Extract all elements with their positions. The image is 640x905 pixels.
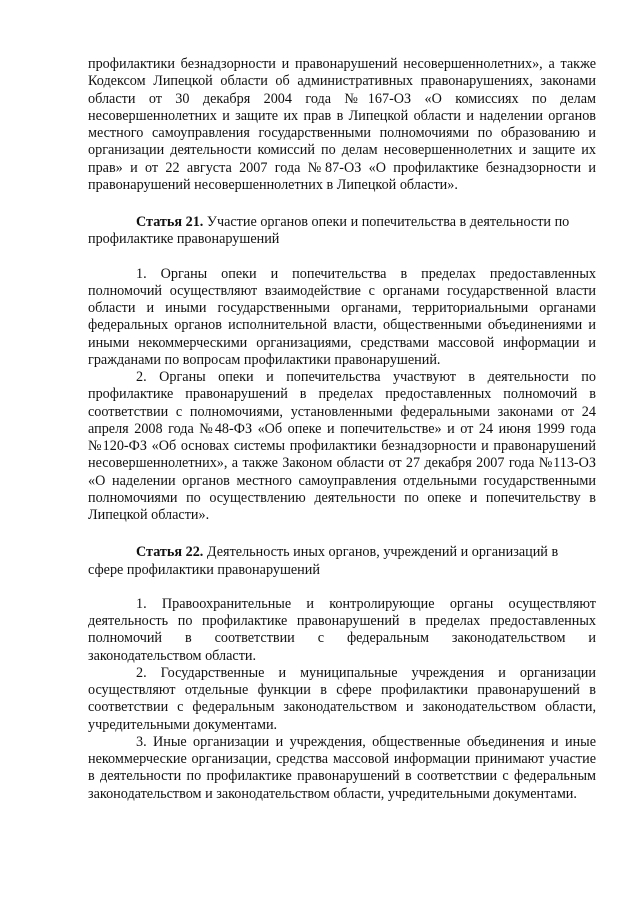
- article-22-paragraph-1: 1. Правоохранительные и контролирующие органы осуществляют деятельность по профилактике правонарушений в пределах предоставленных полномочий в соответствии с федеральным законодательством и законодательством области.: [88, 595, 596, 664]
- article-21-paragraph-2: 2. Органы опеки и попечительства участвуют в деятельности по профилактике правонарушений в пределах предоставленных полномочий в соответствии с полномочиями, установленными федеральными законами от 24 апреля 2008 года №48-ФЗ «Об опеке и попечительстве» и от 24 июня 1999 года №120-ФЗ «Об основах системы профилактики безнадзорности и правонарушений несовершеннолетних», а также Законом области от 27 декабря 2007 года №113-ОЗ «О наделении органов местного самоуправления отдельными государственными полномочиями по осуществлению деятельности по опеке и попечительству в Липецкой области».: [88, 369, 596, 523]
- article-22-paragraph-3: 3. Иные организации и учреждения, общественные объединения и иные некоммерческие организации, средства массовой информации принимают участие в деятельности по профилактике правонарушений в соответствии с федеральным законодательством и законодательством области, учредительными документами.: [88, 733, 596, 802]
- article-22-paragraph-2: 2. Государственные и муниципальные учреждения и организации осуществляют отдельные функции в сфере профилактики правонарушений в соответствии с федеральным законодательством и законодательством области, учредительными документами.: [88, 664, 596, 733]
- article-22-heading: [88, 544, 596, 579]
- intro-paragraph: профилактики безнадзорности и правонарушений несовершеннолетних», а также Кодексом Липецкой области об административных правонарушениях, законами области от 30 декабря 2004 года №167-ОЗ «О комиссиях по делам несовершеннолетних и защите их прав в Липецкой области и наделении органов местного самоуправления государственными полномочиями по образованию и организации деятельности комиссий по делам несовершеннолетних и защите их прав» и от 22 августа 2007 года №87-ОЗ «О профилактике безнадзорности и правонарушений несовершеннолетних в Липецкой области».: [88, 56, 596, 193]
- article-22-title: Деятельность иных органов, учреждений и организаций в сфере профилактики правонарушений: [88, 544, 559, 578]
- document-page: [88, 56, 596, 803]
- article-22-number: Статья 22.: [136, 544, 204, 561]
- article-21-title: Участие органов опеки и попечительства в деятельности по профилактике правонарушений: [88, 214, 570, 248]
- article-21-number: Статья 21.: [136, 214, 204, 230]
- article-21-paragraph-1: 1. Органы опеки и попечительства в пределах предоставленных полномочий осуществляют взаимодействие с органами государственной власти области и иными государственными органами, территориальными органами федеральных органов исполнительной власти, общественными объединениями и иными некоммерческими организациями, средствами массовой информации и гражданами по вопросам профилактики правонарушений.: [88, 265, 596, 368]
- article-21-heading: [88, 214, 596, 249]
